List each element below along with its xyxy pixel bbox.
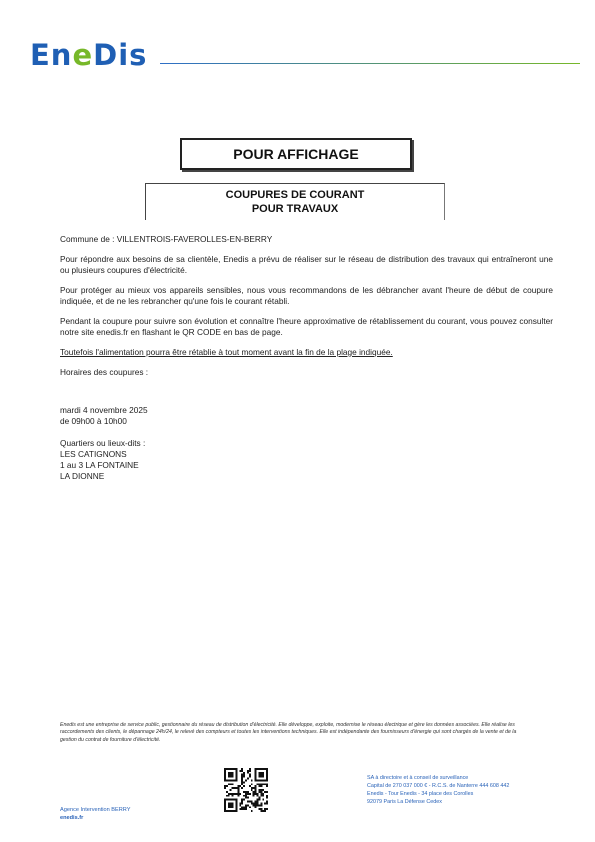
- outage-date: mardi 4 novembre 2025: [60, 405, 148, 415]
- logo-tail: Dis: [93, 38, 148, 72]
- logo-accent: e: [72, 38, 94, 72]
- place-item: LES CATIGNONS: [60, 449, 127, 459]
- commune-line: Commune de : VILLENTROIS-FAVEROLLES-EN-BERRY: [60, 234, 273, 244]
- intro-paragraph: Pour répondre aux besoins de sa clientèle, Enedis a prévu de réaliser sur le réseau de distribution des travaux qui entraîneront une ou plusieurs coupures d'électricité.: [60, 254, 553, 275]
- notice-subtitle: [145, 183, 445, 220]
- subtitle-line-2: POUR TRAVAUX: [251, 203, 339, 215]
- logo-main: En: [30, 38, 73, 72]
- places-label: Quartiers ou lieux-dits :: [60, 438, 146, 448]
- header-divider: [160, 63, 580, 64]
- company-line: Enedis - Tour Enedis - 34 place des Corolles: [367, 791, 474, 797]
- outage-time: de 09h00 à 10h00: [60, 416, 127, 426]
- subtitle-line-1: COUPURES DE COURANT: [225, 189, 365, 201]
- company-line: Capital de 270 037 000 € - R.C.S. de Nanterre 444 608 442: [367, 783, 510, 789]
- schedule-block: [60, 405, 553, 427]
- company-info: [367, 774, 509, 806]
- schedule-label: Horaires des coupures :: [60, 367, 149, 377]
- footer-agency-block: [60, 806, 130, 822]
- restore-warning: Toutefois l'alimentation pourra être rétablie à tout moment avant la fin de la plage indiquée.: [60, 347, 393, 357]
- company-line: SA à directoire et à conseil de surveillance: [367, 775, 469, 781]
- notice-banner-title: POUR AFFICHAGE: [233, 146, 359, 162]
- enedis-logo: [30, 38, 147, 72]
- places-block: [60, 438, 553, 482]
- protection-paragraph: Pour protéger au mieux vos appareils sensibles, nous vous recommandons de les débrancher avant l'heure de début de coupure indiquée, et de ne les rebrancher qu'une fois le courant rétabli.: [60, 285, 553, 306]
- website-link[interactable]: enedis.fr: [60, 815, 84, 821]
- place-item: LA DIONNE: [60, 471, 105, 481]
- notice-body: [60, 234, 553, 482]
- qr-code[interactable]: [222, 766, 270, 814]
- follow-up-paragraph: Pendant la coupure pour suivre son évolution et connaître l'heure approximative de rétablissement du courant, vous pouvez consulter notre site enedis.fr en flashant le QR CODE en bas de page.: [60, 316, 553, 337]
- notice-banner: [180, 138, 412, 170]
- legal-notice: Enedis est une entreprise de service public, gestionnaire du réseau de distribution d'électricité. Elle développe, exploite, modernise le réseau électrique et gère les données associées. Elle réalise les raccordements des clients, le dépannage 24h/24, le relevé des compteurs et toutes les interventions techniques. Elle est indépendante des fournisseurs d'énergie qui sont chargés de la vente et de la gestion du contrat de fourniture d'électricité.: [60, 722, 517, 743]
- agency-name: Agence Intervention BERRY: [60, 807, 131, 813]
- place-item: 1 au 3 LA FONTAINE: [60, 460, 139, 470]
- company-line: 92079 Paris La Défense Cedex: [367, 799, 442, 805]
